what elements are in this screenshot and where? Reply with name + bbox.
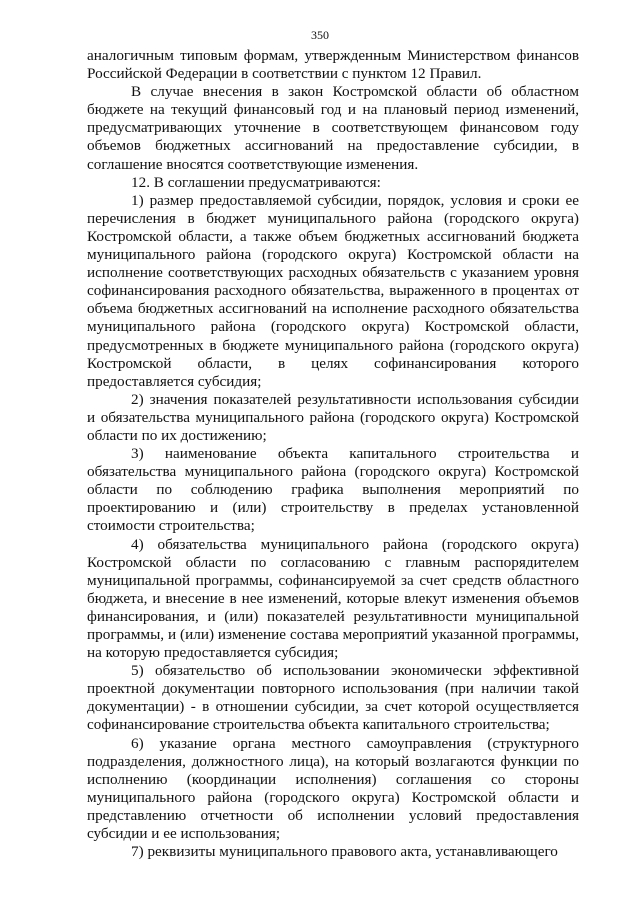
page-number: 350 [311,28,329,42]
paragraph-item-6: 6) указание органа местного самоуправления (структурного подразделения, должностного лица), на который возлагаются функции по исполнению (координации исполнения) соглашения со стороны муниципального района (городского округа) Костромской области и представлению отчетности об исполнении условий предоставления субсидии и ее использования; [87,734,579,843]
paragraph-item-1: 1) размер предоставляемой субсидии, порядок, условия и сроки ее перечисления в бюджет муниципального района (городского округа) Костромской области, а также объем бюджетных ассигнований бюджета муниципального района (городского округа) Костромской области на исполнение соответствующих расходных обязательств с указанием уровня софинансирования расходного обязательства, выраженного в процентах от объема бюджетных ассигнований на исполнение расходного обязательства муниципального района (городского округа) Костромской области, предусмотренных в бюджете муниципального района (городского округа) Костромской области, в целях софинансирования которого предоставляется субсидия; [87,191,579,390]
paragraph-continuation: аналогичным типовым формам, утвержденным Министерством финансов Российской Федерации в соответствии с пунктом 12 Правил. [87,47,579,83]
paragraph-budget-changes: В случае внесения в закон Костромской области об областном бюджете на текущий финансовый год и на плановый период изменений, предусматривающих уточнение в соответствующем финансовом году объемов бюджетных ассигнований на предоставление субсидии, в соглашение вносятся соответствующие изменения. [87,83,579,173]
paragraph-item-2: 2) значения показателей результативности использования субсидии и обязательства муниципального района (городского округа) Костромской области по их достижению; [87,390,579,444]
paragraph-item-5: 5) обязательство об использовании экономически эффективной проектной документации повторного использования (при наличии такой документации) - в отношении субсидии, за счет которой осуществляется софинансирование строительства объекта капитального строительства; [87,662,579,734]
paragraph-item-7: 7) реквизиты муниципального правового акта, устанавливающего [131,843,558,861]
paragraph-item-4: 4) обязательства муниципального района (городского округа) Костромской области по согласованию с главным распорядителем муниципальной программы, софинансируемой за счет средств областного бюджета, и внесение в нее изменений, которые влекут изменения объемов финансирования, и (или) показателей результативности муниципальной программы, и (или) изменение состава мероприятий указанной программы, на которую предоставляется субсидия; [87,535,579,662]
paragraph-item-3: 3) наименование объекта капитального строительства и обязательства муниципального района (городского округа) Костромской области по соблюдению графика выполнения мероприятий по проектированию и (или) строительству в пределах установленной стоимости строительства; [87,445,579,535]
paragraph-clause-12: 12. В соглашении предусматриваются: [131,173,381,191]
document-body [87,47,579,861]
